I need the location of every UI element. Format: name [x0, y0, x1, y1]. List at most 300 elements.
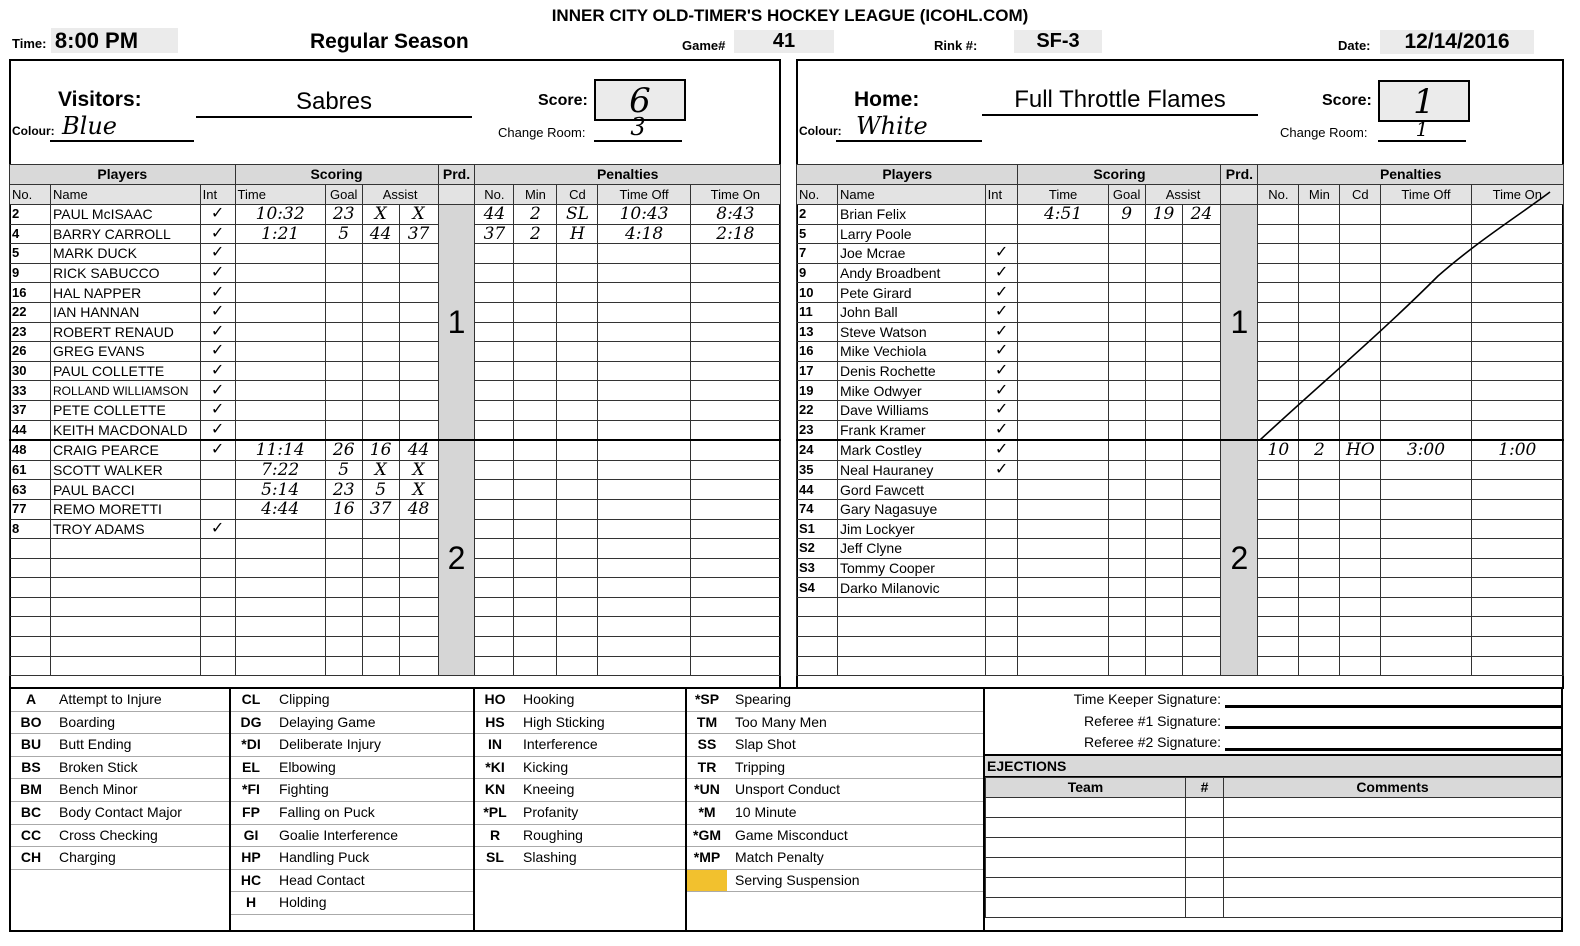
- penalty-time-off[interactable]: [598, 302, 690, 322]
- penalty-time-on[interactable]: [690, 578, 780, 598]
- assist-2[interactable]: [1182, 400, 1221, 420]
- penalty-code[interactable]: [557, 400, 598, 420]
- player-int-check[interactable]: [200, 499, 235, 519]
- goal-time[interactable]: [235, 597, 325, 617]
- penalty-player-no[interactable]: 37: [475, 224, 514, 244]
- player-int-check[interactable]: ✓: [985, 381, 1018, 401]
- penalty-time-off[interactable]: 4:18: [598, 224, 690, 244]
- goal-scorer[interactable]: [1108, 440, 1145, 460]
- penalty-time-on[interactable]: [690, 361, 780, 381]
- penalty-minutes[interactable]: [1299, 637, 1340, 657]
- penalty-player-no[interactable]: [475, 361, 514, 381]
- assist-2[interactable]: 37: [399, 224, 438, 244]
- player-int-check[interactable]: ✓: [985, 263, 1018, 283]
- assist-2[interactable]: 48: [399, 499, 438, 519]
- penalty-time-off[interactable]: [598, 539, 690, 559]
- assist-1[interactable]: X: [362, 205, 399, 225]
- penalty-time-off[interactable]: [1381, 656, 1471, 676]
- penalty-code[interactable]: [1340, 558, 1381, 578]
- penalty-time-on[interactable]: [690, 597, 780, 617]
- assist-1[interactable]: [1145, 440, 1182, 460]
- goal-time[interactable]: [1018, 637, 1108, 657]
- assist-2[interactable]: [1182, 283, 1221, 303]
- penalty-player-no[interactable]: [475, 499, 514, 519]
- goal-time[interactable]: [1018, 381, 1108, 401]
- penalty-time-off[interactable]: [598, 499, 690, 519]
- assist-2[interactable]: [399, 420, 438, 440]
- ejection-cell[interactable]: [986, 837, 1186, 857]
- goal-time[interactable]: [1018, 480, 1108, 500]
- penalty-code[interactable]: SL: [557, 205, 598, 225]
- goal-scorer[interactable]: 5: [325, 460, 362, 480]
- player-int-check[interactable]: ✓: [200, 244, 235, 264]
- goal-time[interactable]: 11:14: [235, 440, 325, 460]
- penalty-minutes[interactable]: [1299, 578, 1340, 598]
- ejection-cell[interactable]: [1186, 857, 1224, 877]
- goal-scorer[interactable]: [1108, 460, 1145, 480]
- penalty-time-off[interactable]: [598, 656, 690, 676]
- player-int-check[interactable]: ✓: [200, 519, 235, 539]
- penalty-player-no[interactable]: [1258, 460, 1299, 480]
- goal-time[interactable]: 4:51: [1018, 205, 1108, 225]
- assist-1[interactable]: [362, 361, 399, 381]
- assist-1[interactable]: [1145, 420, 1182, 440]
- player-int-check[interactable]: ✓: [200, 381, 235, 401]
- penalty-time-off[interactable]: [598, 342, 690, 362]
- penalty-code[interactable]: [557, 499, 598, 519]
- goal-scorer[interactable]: [1108, 302, 1145, 322]
- assist-1[interactable]: [1145, 578, 1182, 598]
- penalty-time-on[interactable]: [690, 558, 780, 578]
- ejection-cell[interactable]: [986, 817, 1186, 837]
- goal-time[interactable]: [235, 656, 325, 676]
- player-int-check[interactable]: [985, 499, 1018, 519]
- goal-time[interactable]: [235, 519, 325, 539]
- player-int-check[interactable]: ✓: [985, 361, 1018, 381]
- assist-1[interactable]: [1145, 361, 1182, 381]
- ejection-cell[interactable]: [1224, 897, 1562, 917]
- penalty-time-on[interactable]: [690, 263, 780, 283]
- assist-2[interactable]: [1182, 263, 1221, 283]
- penalty-minutes[interactable]: [514, 400, 557, 420]
- penalty-time-off[interactable]: [598, 558, 690, 578]
- player-int-check[interactable]: ✓: [200, 342, 235, 362]
- player-int-check[interactable]: ✓: [985, 283, 1018, 303]
- assist-1[interactable]: [362, 558, 399, 578]
- assist-2[interactable]: 24: [1182, 205, 1221, 225]
- penalty-player-no[interactable]: [475, 558, 514, 578]
- goal-scorer[interactable]: [325, 263, 362, 283]
- penalty-minutes[interactable]: [514, 342, 557, 362]
- penalty-code[interactable]: [557, 558, 598, 578]
- penalty-minutes[interactable]: [514, 440, 557, 460]
- goal-scorer[interactable]: 16: [325, 499, 362, 519]
- penalty-time-on[interactable]: [1471, 637, 1563, 657]
- penalty-time-on[interactable]: [1471, 460, 1563, 480]
- referee2-signature-line[interactable]: [1225, 748, 1561, 751]
- penalty-time-off[interactable]: [598, 322, 690, 342]
- assist-2[interactable]: [399, 400, 438, 420]
- penalty-time-on[interactable]: [690, 539, 780, 559]
- penalty-time-on[interactable]: [690, 519, 780, 539]
- penalty-code[interactable]: [557, 637, 598, 657]
- assist-1[interactable]: [1145, 342, 1182, 362]
- ejection-cell[interactable]: [1186, 797, 1224, 817]
- penalty-code[interactable]: H: [557, 224, 598, 244]
- penalty-time-on[interactable]: [1471, 656, 1563, 676]
- assist-1[interactable]: 16: [362, 440, 399, 460]
- penalty-player-no[interactable]: [475, 539, 514, 559]
- penalty-code[interactable]: [557, 361, 598, 381]
- penalty-time-off[interactable]: [598, 480, 690, 500]
- assist-1[interactable]: [362, 283, 399, 303]
- goal-time[interactable]: [1018, 244, 1108, 264]
- penalty-time-on[interactable]: [1471, 480, 1563, 500]
- penalty-time-off[interactable]: [1381, 637, 1471, 657]
- assist-2[interactable]: [399, 263, 438, 283]
- goal-scorer[interactable]: [325, 302, 362, 322]
- penalty-code[interactable]: [557, 440, 598, 460]
- ejection-cell[interactable]: [986, 877, 1186, 897]
- assist-2[interactable]: [1182, 440, 1221, 460]
- assist-2[interactable]: [1182, 361, 1221, 381]
- penalty-minutes[interactable]: [1299, 539, 1340, 559]
- goal-scorer[interactable]: [1108, 597, 1145, 617]
- assist-1[interactable]: [362, 244, 399, 264]
- player-int-check[interactable]: ✓: [985, 420, 1018, 440]
- player-int-check[interactable]: [200, 480, 235, 500]
- player-int-check[interactable]: [200, 460, 235, 480]
- player-int-check[interactable]: ✓: [985, 460, 1018, 480]
- penalty-time-on[interactable]: [690, 499, 780, 519]
- goal-scorer[interactable]: [1108, 499, 1145, 519]
- assist-1[interactable]: [1145, 283, 1182, 303]
- goal-scorer[interactable]: [325, 597, 362, 617]
- assist-1[interactable]: [362, 597, 399, 617]
- assist-2[interactable]: [399, 558, 438, 578]
- penalty-minutes[interactable]: [514, 578, 557, 598]
- penalty-player-no[interactable]: [475, 597, 514, 617]
- goal-scorer[interactable]: 26: [325, 440, 362, 460]
- penalty-minutes[interactable]: [1299, 499, 1340, 519]
- assist-2[interactable]: [399, 361, 438, 381]
- player-int-check[interactable]: [985, 480, 1018, 500]
- penalty-minutes[interactable]: [514, 420, 557, 440]
- penalty-code[interactable]: [557, 519, 598, 539]
- penalty-time-off[interactable]: [598, 578, 690, 598]
- penalty-code[interactable]: [557, 460, 598, 480]
- player-int-check[interactable]: ✓: [200, 440, 235, 460]
- ejection-cell[interactable]: [1186, 877, 1224, 897]
- penalty-time-on[interactable]: [690, 283, 780, 303]
- assist-2[interactable]: [1182, 656, 1221, 676]
- penalty-time-off[interactable]: [1381, 499, 1471, 519]
- goal-time[interactable]: [235, 244, 325, 264]
- penalty-time-on[interactable]: [690, 400, 780, 420]
- goal-scorer[interactable]: [325, 244, 362, 264]
- penalty-time-on[interactable]: [1471, 558, 1563, 578]
- assist-2[interactable]: [1182, 578, 1221, 598]
- player-int-check[interactable]: [200, 578, 235, 598]
- goal-scorer[interactable]: [1108, 283, 1145, 303]
- penalty-minutes[interactable]: [514, 519, 557, 539]
- assist-1[interactable]: 19: [1145, 205, 1182, 225]
- assist-1[interactable]: [362, 420, 399, 440]
- penalty-code[interactable]: [557, 656, 598, 676]
- penalty-minutes[interactable]: 2: [514, 224, 557, 244]
- goal-time[interactable]: [235, 302, 325, 322]
- penalty-time-off[interactable]: [1381, 578, 1471, 598]
- penalty-player-no[interactable]: [475, 400, 514, 420]
- penalty-code[interactable]: [557, 420, 598, 440]
- penalty-time-on[interactable]: [690, 420, 780, 440]
- player-int-check[interactable]: [985, 539, 1018, 559]
- penalty-code[interactable]: [1340, 637, 1381, 657]
- penalty-time-off[interactable]: [598, 283, 690, 303]
- assist-2[interactable]: [399, 283, 438, 303]
- penalty-time-off[interactable]: [1381, 558, 1471, 578]
- goal-scorer[interactable]: 5: [325, 224, 362, 244]
- goal-time[interactable]: [235, 283, 325, 303]
- penalty-time-on[interactable]: 1:00: [1471, 440, 1563, 460]
- assist-2[interactable]: X: [399, 480, 438, 500]
- assist-1[interactable]: [362, 381, 399, 401]
- goal-scorer[interactable]: 23: [325, 205, 362, 225]
- goal-scorer[interactable]: [1108, 617, 1145, 637]
- penalty-minutes[interactable]: [1299, 617, 1340, 637]
- timekeeper-signature-line[interactable]: [1225, 705, 1561, 708]
- assist-2[interactable]: [399, 244, 438, 264]
- assist-2[interactable]: [399, 519, 438, 539]
- penalty-minutes[interactable]: [514, 617, 557, 637]
- goal-time[interactable]: [235, 322, 325, 342]
- goal-time[interactable]: [1018, 617, 1108, 637]
- penalty-player-no[interactable]: [475, 637, 514, 657]
- penalty-code[interactable]: [557, 342, 598, 362]
- penalty-time-on[interactable]: [690, 342, 780, 362]
- goal-time[interactable]: [235, 578, 325, 598]
- goal-scorer[interactable]: [1108, 558, 1145, 578]
- assist-2[interactable]: [399, 342, 438, 362]
- assist-1[interactable]: [362, 342, 399, 362]
- penalty-player-no[interactable]: [475, 440, 514, 460]
- assist-2[interactable]: [1182, 597, 1221, 617]
- penalty-code[interactable]: [557, 283, 598, 303]
- goal-scorer[interactable]: [325, 519, 362, 539]
- penalty-time-off[interactable]: [598, 519, 690, 539]
- penalty-code[interactable]: [557, 597, 598, 617]
- penalty-player-no[interactable]: [475, 381, 514, 401]
- player-int-check[interactable]: ✓: [985, 400, 1018, 420]
- penalty-time-off[interactable]: [598, 400, 690, 420]
- player-int-check[interactable]: ✓: [200, 420, 235, 440]
- penalty-time-on[interactable]: [690, 381, 780, 401]
- ejection-cell[interactable]: [1224, 877, 1562, 897]
- assist-1[interactable]: [1145, 302, 1182, 322]
- ejection-cell[interactable]: [1186, 817, 1224, 837]
- penalty-player-no[interactable]: [475, 342, 514, 362]
- goal-time[interactable]: 1:21: [235, 224, 325, 244]
- penalty-time-on[interactable]: [1471, 597, 1563, 617]
- penalty-code[interactable]: [557, 302, 598, 322]
- player-int-check[interactable]: ✓: [985, 342, 1018, 362]
- penalty-time-on[interactable]: [1471, 539, 1563, 559]
- penalty-time-on[interactable]: 8:43: [690, 205, 780, 225]
- penalty-code[interactable]: [557, 578, 598, 598]
- penalty-minutes[interactable]: [514, 244, 557, 264]
- assist-2[interactable]: [399, 617, 438, 637]
- player-int-check[interactable]: [985, 637, 1018, 657]
- penalty-code[interactable]: [557, 480, 598, 500]
- assist-2[interactable]: [1182, 480, 1221, 500]
- assist-1[interactable]: [1145, 263, 1182, 283]
- penalty-player-no[interactable]: [1258, 519, 1299, 539]
- assist-1[interactable]: [1145, 539, 1182, 559]
- goal-scorer[interactable]: [1108, 420, 1145, 440]
- penalty-player-no[interactable]: [1258, 499, 1299, 519]
- player-int-check[interactable]: [200, 558, 235, 578]
- penalty-minutes[interactable]: [514, 539, 557, 559]
- penalty-code[interactable]: [557, 322, 598, 342]
- assist-2[interactable]: [1182, 224, 1221, 244]
- assist-2[interactable]: [1182, 460, 1221, 480]
- assist-1[interactable]: X: [362, 460, 399, 480]
- assist-2[interactable]: [1182, 244, 1221, 264]
- goal-scorer[interactable]: [1108, 244, 1145, 264]
- ejection-cell[interactable]: [986, 857, 1186, 877]
- penalty-code[interactable]: [557, 617, 598, 637]
- goal-scorer[interactable]: [325, 656, 362, 676]
- penalty-time-off[interactable]: [1381, 539, 1471, 559]
- player-int-check[interactable]: [985, 578, 1018, 598]
- goal-time[interactable]: [1018, 322, 1108, 342]
- penalty-player-no[interactable]: [1258, 539, 1299, 559]
- goal-scorer[interactable]: 9: [1108, 205, 1145, 225]
- penalty-code[interactable]: [1340, 597, 1381, 617]
- goal-scorer[interactable]: [1108, 263, 1145, 283]
- player-int-check[interactable]: [200, 539, 235, 559]
- goal-time[interactable]: [1018, 578, 1108, 598]
- goal-scorer[interactable]: [325, 420, 362, 440]
- penalty-minutes[interactable]: [1299, 480, 1340, 500]
- goal-scorer[interactable]: [1108, 342, 1145, 362]
- penalty-player-no[interactable]: [475, 263, 514, 283]
- player-int-check[interactable]: [200, 617, 235, 637]
- penalty-minutes[interactable]: [514, 656, 557, 676]
- goal-time[interactable]: [235, 400, 325, 420]
- penalty-minutes[interactable]: [1299, 519, 1340, 539]
- penalty-player-no[interactable]: [475, 322, 514, 342]
- player-int-check[interactable]: ✓: [200, 400, 235, 420]
- assist-2[interactable]: [1182, 381, 1221, 401]
- penalty-time-on[interactable]: [690, 440, 780, 460]
- penalty-minutes[interactable]: [514, 361, 557, 381]
- player-int-check[interactable]: ✓: [985, 244, 1018, 264]
- goal-time[interactable]: [1018, 656, 1108, 676]
- player-int-check[interactable]: ✓: [985, 440, 1018, 460]
- assist-1[interactable]: [1145, 617, 1182, 637]
- goal-time[interactable]: [1018, 283, 1108, 303]
- goal-scorer[interactable]: [1108, 224, 1145, 244]
- goal-scorer[interactable]: [1108, 480, 1145, 500]
- assist-1[interactable]: 44: [362, 224, 399, 244]
- player-int-check[interactable]: [985, 205, 1018, 225]
- penalty-code[interactable]: [557, 244, 598, 264]
- assist-2[interactable]: [1182, 342, 1221, 362]
- goal-time[interactable]: [1018, 519, 1108, 539]
- penalty-player-no[interactable]: [475, 656, 514, 676]
- assist-1[interactable]: [362, 578, 399, 598]
- player-int-check[interactable]: [985, 519, 1018, 539]
- assist-2[interactable]: [399, 578, 438, 598]
- penalty-player-no[interactable]: [1258, 597, 1299, 617]
- goal-scorer[interactable]: [325, 558, 362, 578]
- ejection-cell[interactable]: [986, 797, 1186, 817]
- ejection-cell[interactable]: [986, 897, 1186, 917]
- penalty-player-no[interactable]: [475, 519, 514, 539]
- penalty-time-on[interactable]: [690, 302, 780, 322]
- penalty-player-no[interactable]: [1258, 558, 1299, 578]
- penalty-player-no[interactable]: [475, 244, 514, 264]
- player-int-check[interactable]: ✓: [985, 302, 1018, 322]
- penalty-minutes[interactable]: 2: [514, 205, 557, 225]
- penalty-time-off[interactable]: [598, 420, 690, 440]
- penalty-code[interactable]: [1340, 617, 1381, 637]
- penalty-time-off[interactable]: [598, 263, 690, 283]
- penalty-code[interactable]: HO: [1340, 440, 1381, 460]
- assist-1[interactable]: [1145, 597, 1182, 617]
- penalty-player-no[interactable]: [1258, 480, 1299, 500]
- player-int-check[interactable]: ✓: [200, 322, 235, 342]
- goal-time[interactable]: [1018, 499, 1108, 519]
- penalty-player-no[interactable]: [475, 578, 514, 598]
- goal-time[interactable]: [235, 361, 325, 381]
- goal-scorer[interactable]: [1108, 637, 1145, 657]
- player-int-check[interactable]: ✓: [200, 302, 235, 322]
- goal-time[interactable]: [1018, 440, 1108, 460]
- assist-2[interactable]: X: [399, 460, 438, 480]
- penalty-time-on[interactable]: 2:18: [690, 224, 780, 244]
- penalty-minutes[interactable]: [514, 302, 557, 322]
- penalty-player-no[interactable]: [1258, 656, 1299, 676]
- assist-1[interactable]: [1145, 499, 1182, 519]
- ejection-cell[interactable]: [1224, 797, 1562, 817]
- goal-scorer[interactable]: [325, 578, 362, 598]
- penalty-code[interactable]: [557, 381, 598, 401]
- assist-1[interactable]: [362, 539, 399, 559]
- assist-2[interactable]: [399, 539, 438, 559]
- assist-1[interactable]: [1145, 224, 1182, 244]
- goal-scorer[interactable]: [325, 322, 362, 342]
- penalty-minutes[interactable]: [514, 499, 557, 519]
- assist-1[interactable]: [1145, 322, 1182, 342]
- penalty-minutes[interactable]: [514, 381, 557, 401]
- penalty-time-off[interactable]: [598, 244, 690, 264]
- goal-scorer[interactable]: [325, 617, 362, 637]
- goal-time[interactable]: [235, 381, 325, 401]
- penalty-minutes[interactable]: [514, 558, 557, 578]
- goal-scorer[interactable]: [325, 381, 362, 401]
- penalty-time-off[interactable]: [598, 637, 690, 657]
- referee1-signature-line[interactable]: [1225, 726, 1561, 729]
- penalty-minutes[interactable]: [514, 460, 557, 480]
- penalty-minutes[interactable]: [514, 322, 557, 342]
- ejection-cell[interactable]: [1224, 817, 1562, 837]
- penalty-time-off[interactable]: [1381, 460, 1471, 480]
- penalty-player-no[interactable]: [475, 283, 514, 303]
- penalty-time-off[interactable]: 3:00: [1381, 440, 1471, 460]
- player-int-check[interactable]: ✓: [985, 322, 1018, 342]
